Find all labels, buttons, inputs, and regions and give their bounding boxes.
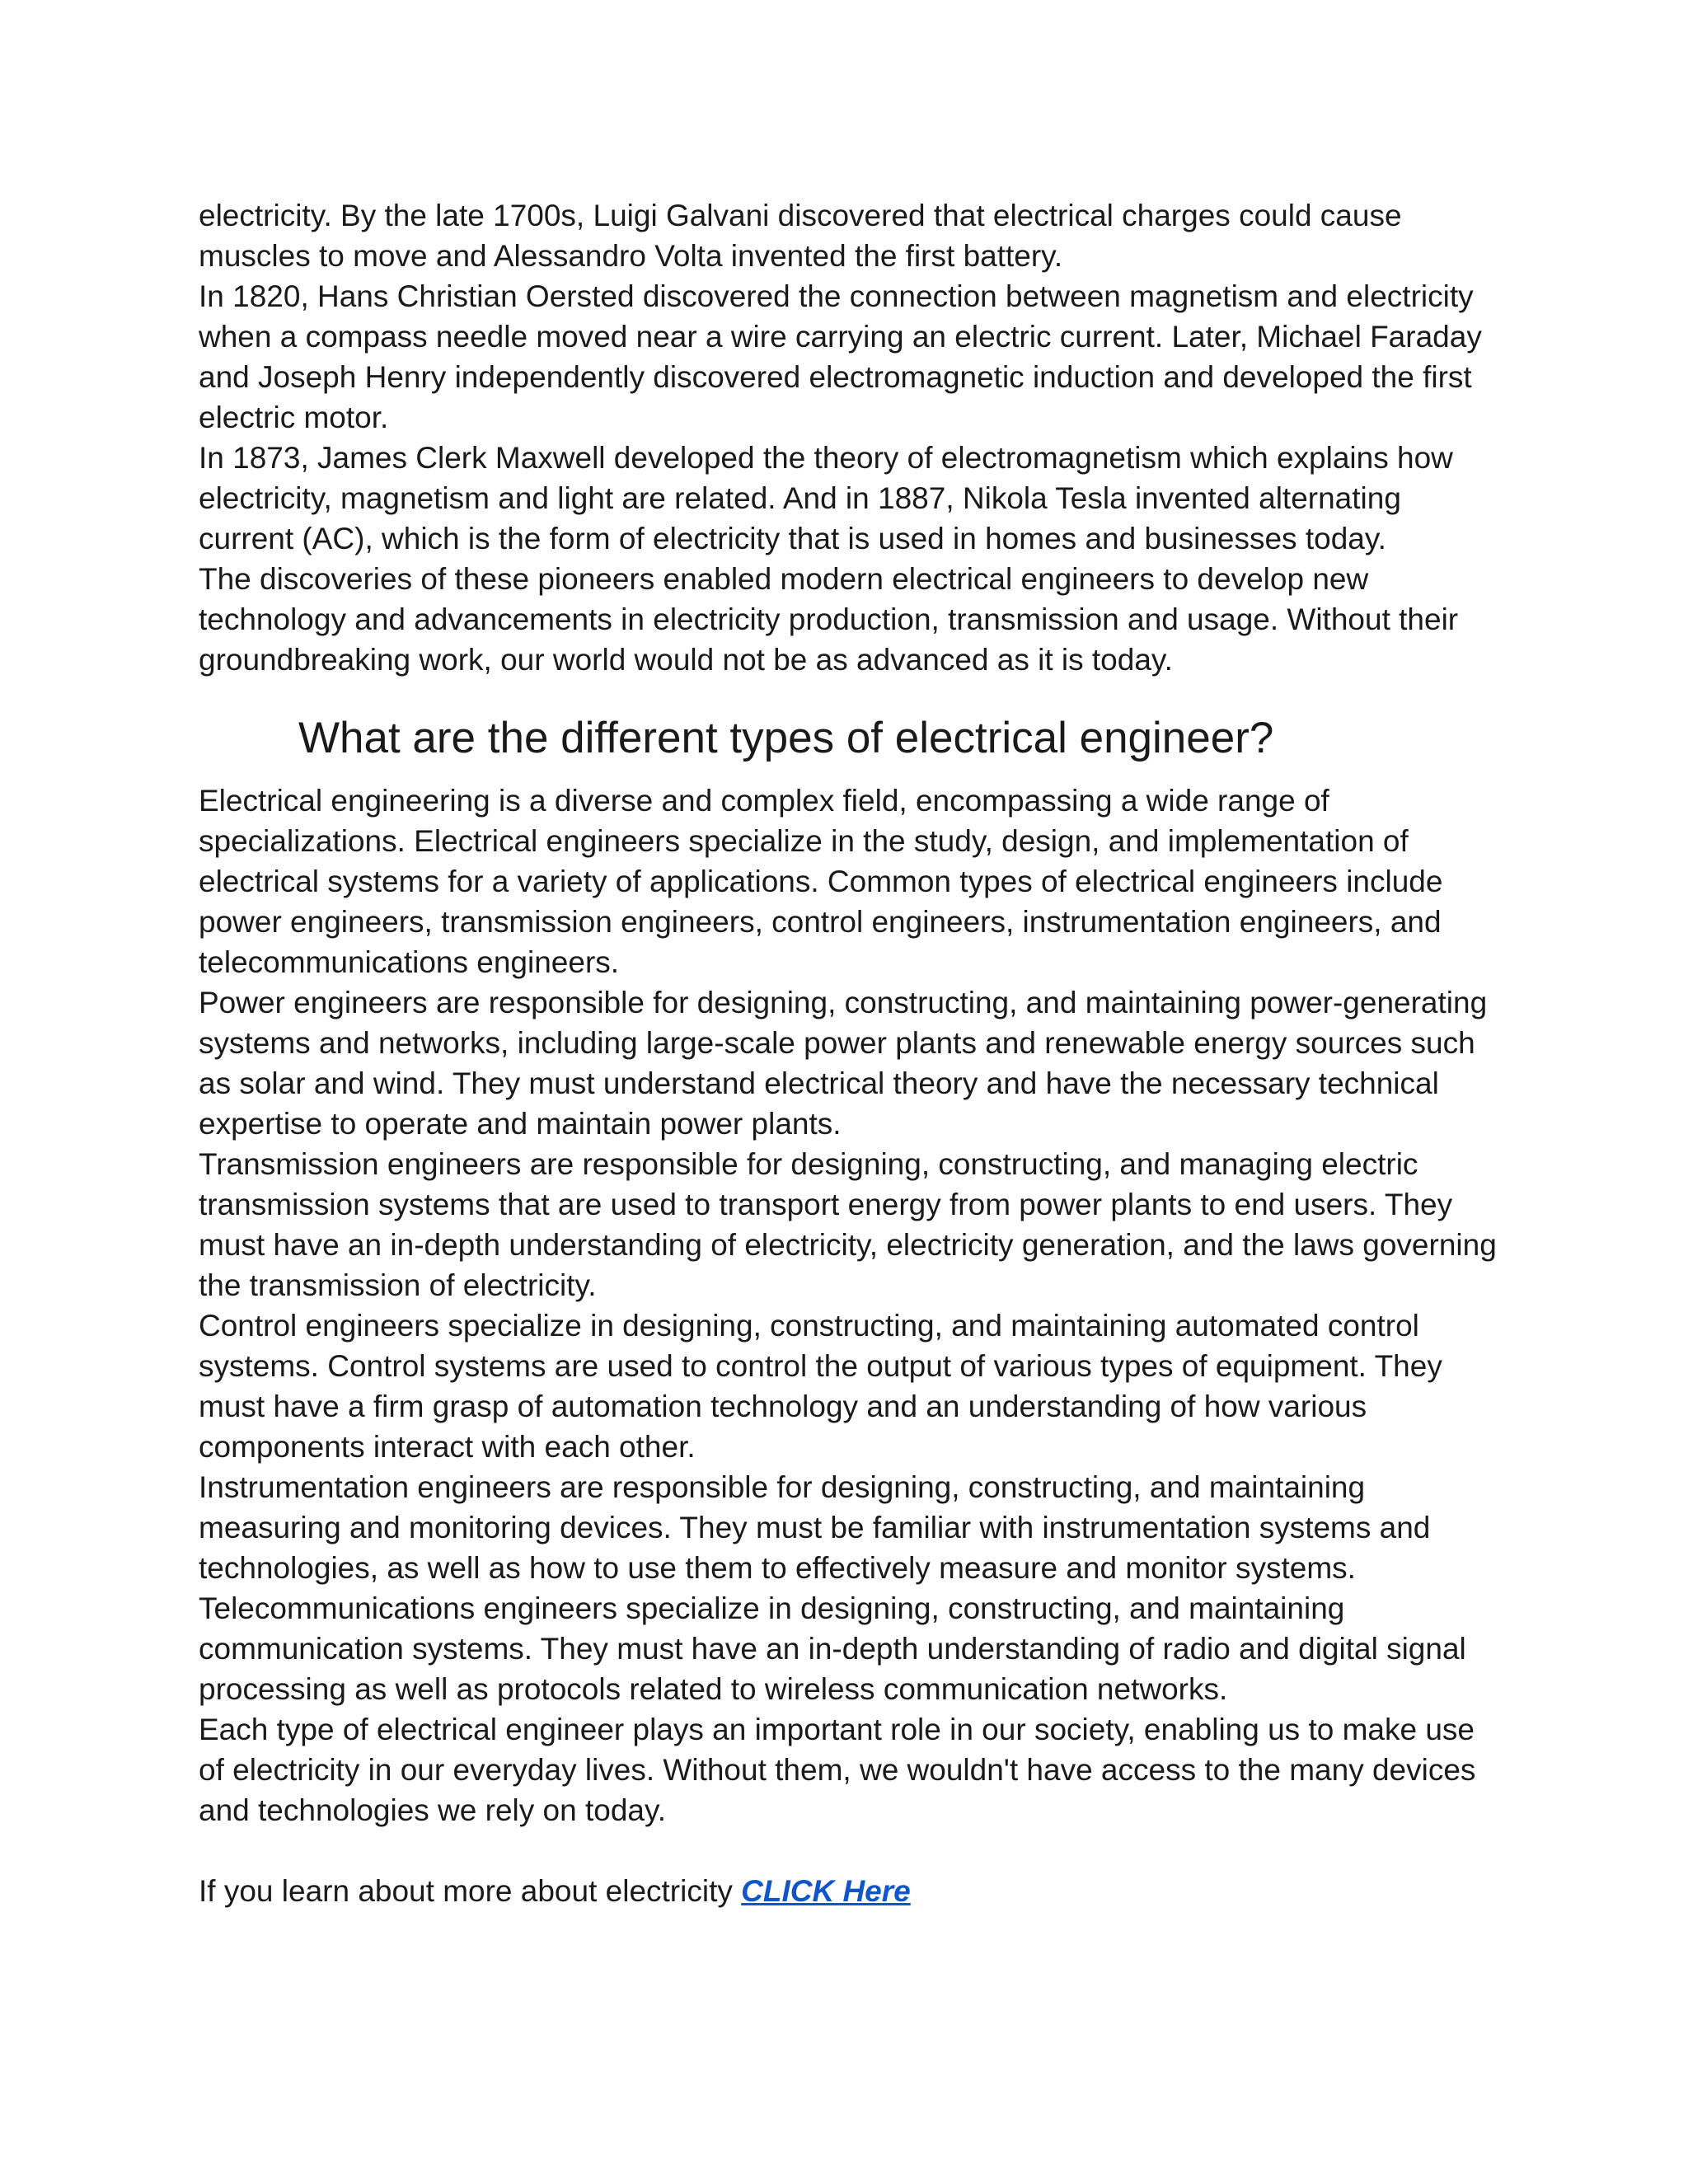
footer-line	[199, 1871, 1501, 1911]
intro-paragraph-4: The discoveries of these pioneers enabled modern electrical engineers to develop new technology and advancements in electricity production, transmission and usage. Without their groundbreaking work, our world would not be as advanced as it is today.	[199, 562, 1459, 677]
section-paragraph-1: Electrical engineering is a diverse and complex field, encompassing a wide range of specializations. Electrical engineers specialize in the study, design, and implementation of electrical systems for a variety of applications. Common types of electrical engineers include power engineers, transmission engineers, control engineers, instrumentation engineers, and telecommunications engineers.	[199, 784, 1443, 979]
section-paragraph-5: Instrumentation engineers are responsible for designing, constructing, and maintaining measuring and monitoring devices. They must be familiar with instrumentation systems and technologies, as well as how to use them to effectively measure and monitor systems.	[199, 1470, 1431, 1585]
footer-text: If you learn about more about electricity	[199, 1874, 742, 1908]
intro-paragraph-3: In 1873, James Clerk Maxwell developed the theory of electromagnetism which explains how electricity, magnetism and light are related. And in 1887, Nikola Tesla invented alternating current (AC), which is the form of electricity that is used in homes and businesses today.	[199, 441, 1453, 555]
document-page	[199, 195, 1501, 1911]
intro-paragraph-1: electricity. By the late 1700s, Luigi Galvani discovered that electrical charges could cause muscles to move and Alessandro Volta invented the first battery.	[199, 199, 1402, 273]
spacer	[199, 680, 1501, 714]
section-paragraph-2: Power engineers are responsible for designing, constructing, and maintaining power-generating systems and networks, including large-scale power plants and renewable energy sources such as solar and wind. They must understand electrical theory and have the necessary technical expertise to operate and maintain power plants.	[199, 986, 1488, 1141]
section-paragraph-7: Each type of electrical engineer plays an important role in our society, enabling us to make use of electricity in our everyday lives. Without them, we wouldn't have access to the many devices and technologies we rely on today.	[199, 1713, 1476, 1827]
click-here-link[interactable]: CLICK Here	[741, 1874, 911, 1908]
section-paragraph-4: Control engineers specialize in designing, constructing, and maintaining automated control systems. Control systems are used to control the output of various types of equipment. They must have a firm grasp of automation technology and an understanding of how various components interact with each other.	[199, 1309, 1442, 1464]
section-heading: What are the different types of electrical engineer?	[298, 714, 1274, 762]
spacer	[199, 763, 1501, 780]
section-paragraph-3: Transmission engineers are responsible for designing, constructing, and managing electric transmission systems that are used to transport energy from power plants to end users. They must have an in-depth understanding of electricity, electricity generation, and the laws governing the transmission of electricity.	[199, 1147, 1497, 1302]
spacer	[199, 1830, 1501, 1871]
section-paragraph-6: Telecommunications engineers specialize in designing, constructing, and maintaining communication systems. They must have an in-depth understanding of radio and digital signal processing as well as protocols related to wireless communication networks.	[199, 1591, 1466, 1706]
intro-paragraph-2: In 1820, Hans Christian Oersted discovered the connection between magnetism and electricity when a compass needle moved near a wire carrying an electric current. Later, Michael Faraday and Joseph Henry independently discovered electromagnetic induction and developed the first electric motor.	[199, 279, 1482, 434]
